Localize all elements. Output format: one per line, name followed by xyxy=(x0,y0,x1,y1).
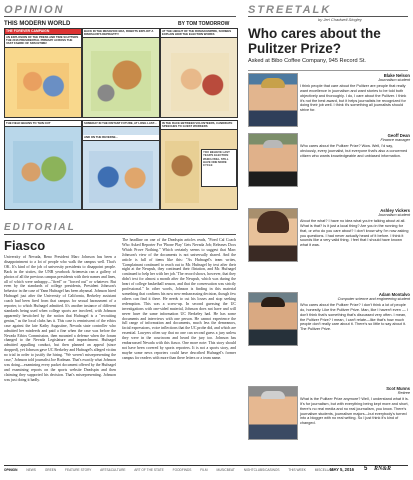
person-quote: Who cares about the Pulitzer Prize? Wow. Well, I'd say, obviously, every journalist, but everyone that's also a concerned citizen who wants knowledgeable and unbiased information. xyxy=(300,144,408,158)
avatar xyxy=(248,292,298,346)
person-title: Journalism student xyxy=(378,213,410,217)
person-title: Finance manager xyxy=(380,138,410,142)
comic-figures-5 xyxy=(89,151,153,203)
footer-nav-arts[interactable]: ARTS&CULTURE xyxy=(100,468,126,472)
editorial-headline: Fiasco xyxy=(4,238,46,253)
person-title: Journalism student xyxy=(378,78,410,82)
footer-section-nav xyxy=(4,468,335,472)
avatar xyxy=(248,73,298,127)
comic-panel-5 xyxy=(82,120,160,210)
comic-author: BY TOM TOMORROW xyxy=(178,21,230,27)
person-title: Retiree xyxy=(397,391,410,395)
person-quote: I think people that care about the Pulitzer are people that really want excellence in journalism and want stories to be told both objectively and thoroughly. I do, I care about the Pulitzer. I think it's not the best award, but it helps journalists be recognized for doing their job well. I think it's something all journalists should strive for. xyxy=(300,84,407,112)
streetalk-heading: Who cares about the Pulitzer Prize? xyxy=(248,26,381,56)
footer-nav-nightclubs[interactable]: NIGHTCLUBS/CASINOS xyxy=(243,468,280,472)
footer-paper-logo: RN&R xyxy=(374,466,392,472)
comic-caption-4: THE FIELD BEGINS TO THIN OUT xyxy=(5,121,81,127)
person-name: Blake Nelson xyxy=(383,73,410,78)
streetalk-sub-rule xyxy=(248,70,408,71)
comic-figures-1 xyxy=(17,63,69,109)
footer-nav-green[interactable]: GREEN xyxy=(44,468,57,472)
comic-caption-7: IN THE RACE BETWEEN VOLUNTEERS, CANDIDATE SPEECHES TO GUEST WORKERS xyxy=(161,121,237,130)
comic-panel-4 xyxy=(4,120,82,210)
person-name: Scot Munns xyxy=(386,386,410,391)
person-quote: Who cares about the Pulitzer Prize? I don't think a lot of people do, honestly. Like the Pulitzer Prize. Man, like I haven't even — I don't think that's something that's discussed very often. I mean, the Pulitzer Prize? I mean, I can't relate—like that's how much people don't really care about it. There's so little to say about it. The Pulitzer Prize. xyxy=(300,303,408,331)
comic-figures-3 xyxy=(171,53,229,111)
footer-nav-feature[interactable]: FEATURE STORY xyxy=(65,468,92,472)
comic-caption-8: YOU BELIEVE LAST YEAR'S ELECTION WHICH WILL STILL HAVE ONE MORE CYCLE xyxy=(203,150,230,168)
comic-panel-6 xyxy=(160,120,238,210)
avatar xyxy=(248,208,298,262)
person-name: Geoff Dean xyxy=(387,133,410,138)
footer-nav-news[interactable]: NEWS xyxy=(26,468,36,472)
avatar xyxy=(248,133,298,187)
comic-caption-2: BACK IN THE MESOZOIC ERA, ROBOTS EXPLOIT A DINOSAUR'S DEPRAVITY! xyxy=(83,29,159,38)
editorial-column-2: The headline on one of the Deadspin articles reads, "Fired Cal Coach Who Asked Reporter For 'Phone Play' Gets Nevada Job; Releases Docs Which Prove Nothing." Which certainly seems to suggest that Marc Johnson's view of the documents is not universally shared. And the article is full of items like this: "As Hufnagel's team writes, 'Complainant continued to reach out to Mr. Hufnagel by text after their night at the Newpub, they continued their flirtation, and Mr. Hufnagel continued to help her with her job.' The record shows, however, that they didn't text for almost a month after the Newpub, which was during the heart of college basketball season, and that the conversation was strictly professional." In other words, Johnson is finding in this material something that confirms his now new embarrassing decision, though few others can find it there. He needs to cut his losses and stop seeking redemption. This was a screw-up. In second guessing the UC investigations with one-sided material, Johnson does not have and will never have the same information UC Berkeley had. He has some documents and interviews with one person. He cannot experience the full range of information and documents, much less the demeanors, facial expressions, voice inflections that the UC probe did, and which are essential. Lawyers often say that no one can second guess a jury unless they were in the courtroom and heard the jury too. Johnson has embarrassed Nevada with this fiasco. One more note: This story should not have been covered by sports reporters. It is not a sports story, and maybe some news reporters could have described Hufnagel's former campus for readers with more than there letters or a team name. xyxy=(122,238,236,360)
comic-panel-1 xyxy=(4,28,82,118)
comic-caption-6: AND ON THE REVERSE... xyxy=(83,135,159,141)
avatar xyxy=(248,386,298,440)
footer-date: MAY 5, 2016 xyxy=(330,467,354,472)
comic-title: THIS MODERN WORLD xyxy=(4,21,71,27)
streetalk-byline: by Jeri Chadwell-Singley xyxy=(318,17,362,22)
comic-caption-1: AN EXPLOSION OF THE PRESS AND TIME SCATTERS THE 2016 PRESIDENTIAL PRIMARY ACROSS THE VAST FABRIC OF SPACETIME! xyxy=(5,35,81,48)
footer-nav-musicbeat[interactable]: MUSICBEAT xyxy=(216,468,235,472)
comic-figures-2 xyxy=(91,51,151,111)
footer-rule xyxy=(4,465,408,466)
opinion-section-label: OPINION xyxy=(4,4,65,16)
footer-nav-opinion[interactable]: OPINION xyxy=(4,468,18,472)
comic-figures-4 xyxy=(13,141,73,203)
comic-panel-2 xyxy=(82,28,160,118)
footer-nav-art-state[interactable]: ART OF THE STATE xyxy=(134,468,164,472)
footer-nav-this-week[interactable]: THIS WEEK xyxy=(288,468,306,472)
person-name: Ashley Vickers xyxy=(380,208,410,213)
comic-strip xyxy=(4,28,236,210)
editorial-section-label: EDITORIAL xyxy=(4,222,76,233)
editorial-column-1: University of Nevada, Reno President Marc Johnson has been a disappointment to a lot of people who walk the campus well. That's OK. It's kind of the job of university presidents to disappoint people. Back in the sixties, the UNR yearbook Artemesia ran a gallery of photos of all the previous campus presidents with their names and lines, all of which were unhappy—"fired" or "forced out" or whatever. But even by the standards of college presidents, President Johnson's behavior in the case of Yann Hufnagel has been abysmal. Johnson hired Hufnagel just after the University of California, Berkeley assistant coach had been fired from that campus for sexual harassment of a reporter, to which Hufnagel admitted. It's another instance of different standards being used when college sports are involved, with Johnson apparently bewitched by the notion that Hufnagel is a "recruiting genius," as the local clubs has it. This case is reminiscent of the ethics case against the late Kathy Augustine, Nevada state controller who admitted her misdeeds and paid a fine when the case was before the Nevada Ethics Commission, then mounted a defense when the forum changed to the Nevada Legislature and impeachment. Hufnagel admitted appalling conduct, but then planned an appeal (since dropped), yet Johnson gave UC Berkeley and Hufnagel's alleged victim no trial in order to justify the hiring. "We weren't misrepresenting the case," Johnson told journalist Joe Rodman. That's exactly what Johnson was doing—examining every packet document offered by the Hufnagel and examining reports on the sports website Deadspin and then claiming they supported his decision. That's misrepresenting. Johnson was just doing it badly. xyxy=(4,255,116,382)
person-quote: What is the Pulitzer Prize anymore? Well, I understand what it is. It's for journalism, but with everything being kept more and short, there's no real media and no real journalism, you know. There's journalism students, journalism majors—but everybody's turned into a blogger with no real writing. So I just think it's kind of changed. xyxy=(300,397,409,425)
footer-page-number: 5 xyxy=(364,466,368,472)
comic-caption-5: SOMEDAY IN THE DISTANT FUTURE, AT LONG LAST... xyxy=(83,121,159,127)
person-name: Adam Montalvo xyxy=(378,292,410,297)
footer-nav-film[interactable]: FILM xyxy=(200,468,208,472)
footer-nav-foodfinds[interactable]: FOODFINDS xyxy=(172,468,192,472)
streetalk-subhead: Asked at Bibo Coffee Company, 945 Record St. xyxy=(248,58,366,64)
header-rule-left xyxy=(4,16,236,17)
person-quote: About the what? I have no idea what you're talking about at all. What is that? Is it just a local thing? Are you in the running for that, or who do you care about? I don't know why I'm now asking you questions. I had never actually heard of it before. I think it sounds like a very valid thing. I feel that I should have known what it was. xyxy=(300,219,409,247)
streetalk-section-label: STREETALK xyxy=(248,4,332,16)
comic-caption-8-box xyxy=(201,149,237,187)
comic-caption-3: AT THE HEIGHT OF THE ROMAN EMPIRE, SCRIBES EXPLAIN HOW THE ELECTION WORKS xyxy=(161,29,237,38)
comic-figures-6 xyxy=(165,141,199,203)
comic-banner: THE FOREVER CAMPAIGN xyxy=(5,29,81,35)
editorial-rule xyxy=(4,234,236,235)
footer-nav-miscellany[interactable]: MISCELLANY xyxy=(314,468,335,472)
comic-panel-3 xyxy=(160,28,238,118)
person-title: Computer science and engineering student xyxy=(337,297,410,301)
